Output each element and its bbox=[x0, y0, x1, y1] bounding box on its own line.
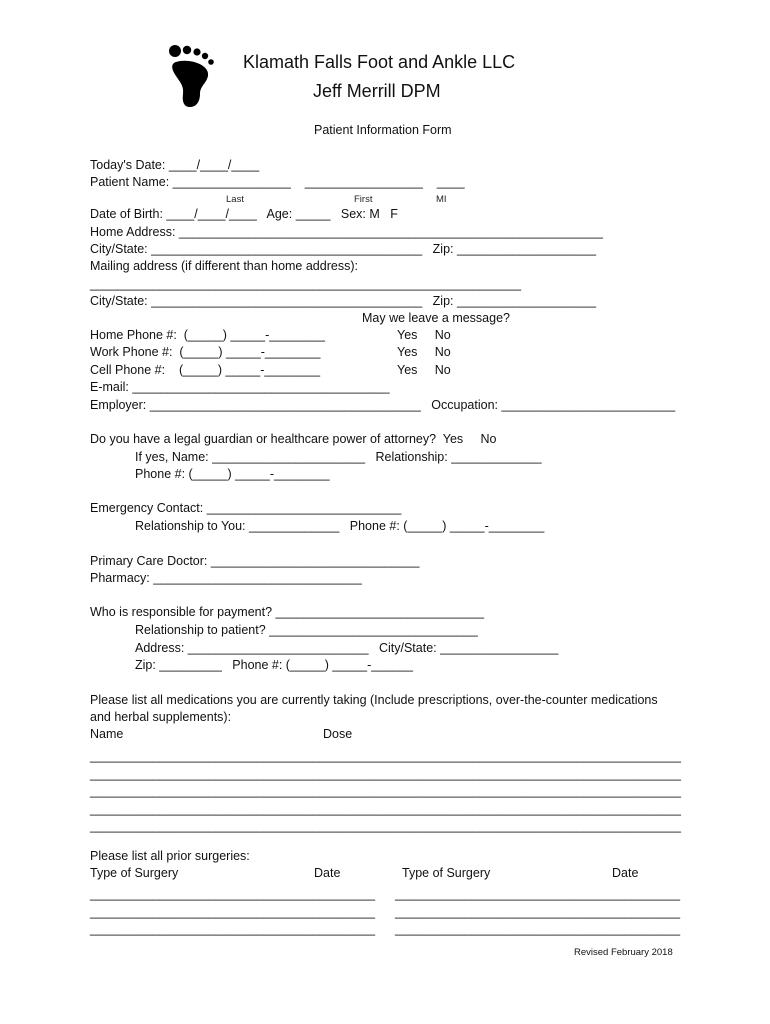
medication-line-2[interactable]: _____________________________________________________________________________________ bbox=[90, 767, 681, 781]
mailing-city-state-zip-field[interactable]: City/State: _______________________________________ Zip: ____________________ bbox=[90, 294, 597, 308]
surgery-line-2-right[interactable]: _________________________________________ bbox=[395, 905, 681, 919]
city-state-zip-field[interactable]: City/State: _______________________________________ Zip: ____________________ bbox=[90, 242, 597, 256]
primary-care-doctor-field[interactable]: Primary Care Doctor: ______________________________ bbox=[90, 554, 420, 568]
emergency-relationship-phone[interactable]: Relationship to You: _____________ Phone #: (_____) _____-________ bbox=[135, 519, 545, 533]
surgery-line-1-left[interactable]: _________________________________________ bbox=[90, 887, 376, 901]
employer-occupation-field[interactable]: Employer: _______________________________________ Occupation: _________________________ bbox=[90, 398, 676, 412]
surgery-line-3-right[interactable]: _________________________________________ bbox=[395, 922, 681, 936]
relationship-to-patient-field[interactable]: Relationship to patient? ______________________________ bbox=[135, 623, 478, 637]
mailing-address-line[interactable]: ______________________________________________________________ bbox=[90, 277, 522, 291]
payer-address-city-field[interactable]: Address: __________________________ City/State: _________________ bbox=[135, 641, 559, 655]
medication-line-3[interactable]: _____________________________________________________________________________________ bbox=[90, 784, 681, 798]
doctor-name: Jeff Merrill DPM bbox=[313, 81, 441, 101]
todays-date-field[interactable]: Today's Date: ____/____/____ bbox=[90, 158, 260, 172]
medication-line-1[interactable]: _____________________________________________________________________________________ bbox=[90, 749, 681, 763]
medications-instructions: Please list all medications you are currently taking (Include prescriptions, over-the-counter medications bbox=[90, 693, 658, 707]
surgery-line-2-left[interactable]: _________________________________________ bbox=[90, 905, 376, 919]
surgery-line-3-left[interactable]: _________________________________________ bbox=[90, 922, 376, 936]
patient-name-field[interactable]: Patient Name: _________________ _________________ ____ bbox=[90, 175, 465, 189]
leave-message-label: May we leave a message? bbox=[362, 311, 510, 325]
work-phone-field[interactable]: Work Phone #: (_____) _____-________ bbox=[90, 345, 321, 359]
medications-header-dose: Dose bbox=[323, 727, 353, 741]
email-field[interactable]: E-mail: _____________________________________ bbox=[90, 380, 390, 394]
form-title: Patient Information Form bbox=[314, 123, 452, 137]
payer-zip-phone-field[interactable]: Zip: _________ Phone #: (_____) _____-______ bbox=[135, 658, 414, 672]
revision-date: Revised February 2018 bbox=[574, 947, 673, 958]
cell-phone-yes-no[interactable]: Yes No bbox=[397, 363, 451, 377]
pharmacy-field[interactable]: Pharmacy: ______________________________ bbox=[90, 571, 362, 585]
surgery-line-1-right[interactable]: _________________________________________ bbox=[395, 887, 681, 901]
surgeries-header-date-left: Date bbox=[314, 866, 341, 880]
home-phone-yes-no[interactable]: Yes No bbox=[397, 328, 451, 342]
responsible-payment-field[interactable]: Who is responsible for payment? ______________________________ bbox=[90, 605, 485, 619]
home-phone-field[interactable]: Home Phone #: (_____) _____-________ bbox=[90, 328, 325, 342]
name-sublabel-last: Last bbox=[226, 194, 244, 205]
name-sublabel-mi: MI bbox=[436, 194, 447, 205]
mailing-address-label: Mailing address (if different than home address): bbox=[90, 259, 358, 273]
medication-line-4[interactable]: _____________________________________________________________________________________ bbox=[90, 802, 681, 816]
guardian-name-relationship[interactable]: If yes, Name: ______________________ Relationship: _____________ bbox=[135, 450, 542, 464]
emergency-contact-field[interactable]: Emergency Contact: ____________________________ bbox=[90, 501, 402, 515]
surgeries-instructions: Please list all prior surgeries: bbox=[90, 849, 250, 863]
medications-header-name: Name bbox=[90, 727, 124, 741]
medications-instructions-cont: and herbal supplements): bbox=[90, 710, 232, 724]
surgeries-header-type-right: Type of Surgery bbox=[402, 866, 491, 880]
guardian-question[interactable]: Do you have a legal guardian or healthcare power of attorney? Yes No bbox=[90, 432, 497, 446]
work-phone-yes-no[interactable]: Yes No bbox=[397, 345, 451, 359]
cell-phone-field[interactable]: Cell Phone #: (_____) _____-________ bbox=[90, 363, 321, 377]
name-sublabel-first: First bbox=[354, 194, 373, 205]
footprint-icon bbox=[166, 44, 220, 108]
home-address-field[interactable]: Home Address: _____________________________________________________________ bbox=[90, 225, 603, 239]
practice-name: Klamath Falls Foot and Ankle LLC bbox=[243, 52, 516, 72]
guardian-phone[interactable]: Phone #: (_____) _____-________ bbox=[135, 467, 330, 481]
dob-age-sex-field[interactable]: Date of Birth: ____/____/____ Age: _____ Sex: M F bbox=[90, 207, 398, 221]
surgeries-header-date-right: Date bbox=[612, 866, 639, 880]
surgeries-header-type-left: Type of Surgery bbox=[90, 866, 179, 880]
medication-line-5[interactable]: _____________________________________________________________________________________ bbox=[90, 819, 681, 833]
